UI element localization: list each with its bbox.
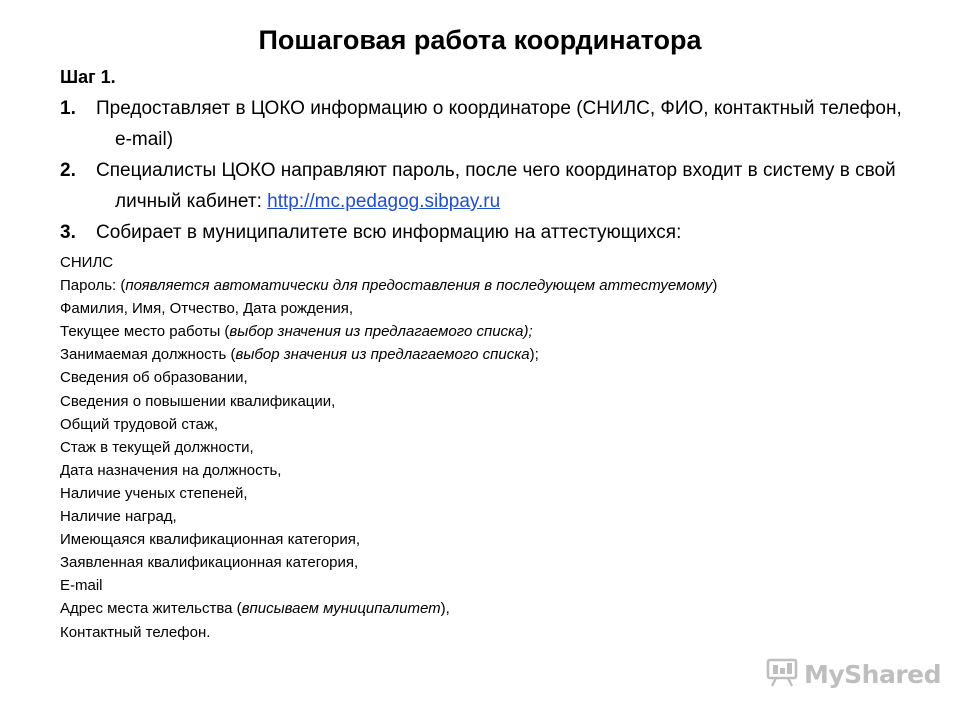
field-line xyxy=(60,390,920,413)
field-text: Адрес места жительства ( xyxy=(60,600,242,618)
field-text: СНИЛС xyxy=(60,254,114,271)
field-line xyxy=(60,366,920,389)
step-heading: Шаг 1. xyxy=(60,67,116,87)
field-text: Занимаемая должность ( xyxy=(60,346,236,364)
field-text: Сведения об образовании, xyxy=(60,369,248,387)
slide-title: Пошаговая работа координатора xyxy=(258,25,702,55)
presentation-board-icon xyxy=(766,657,798,692)
field-text: Имеющаяся квалификационная категория, xyxy=(60,531,361,549)
field-line xyxy=(60,320,920,343)
field-line xyxy=(60,274,920,297)
item-text: Предоставляет в ЦОКО информацию о координаторе (СНИЛС, ФИО, контактный телефон, e-mail) xyxy=(96,98,902,150)
field-line xyxy=(60,343,920,366)
field-note: выбор значения из предлагаемого списка); xyxy=(229,323,533,341)
field-text: Общий трудовой стаж, xyxy=(60,415,219,433)
field-text: E-mail xyxy=(60,577,103,595)
slide-content xyxy=(60,64,920,644)
field-text: Текущее место работы ( xyxy=(60,323,230,341)
field-text-after: ); xyxy=(529,346,539,364)
watermark-text: MyShared xyxy=(804,659,942,689)
field-line xyxy=(60,528,920,551)
numbered-item xyxy=(60,155,920,217)
field-line xyxy=(60,505,920,528)
field-text: Стаж в текущей должности, xyxy=(60,438,254,456)
field-note: появляется автоматически для предоставления в последующем аттестуемому xyxy=(125,277,713,295)
field-line xyxy=(60,436,920,459)
field-text: Контактный телефон. xyxy=(60,623,211,641)
field-text: Заявленная квалификационная категория, xyxy=(60,554,359,572)
field-text-after: ) xyxy=(712,277,718,295)
field-note: вписываем муниципалитет xyxy=(241,600,441,618)
item-number: 2. xyxy=(60,160,76,181)
numbered-item xyxy=(60,217,920,248)
watermark xyxy=(766,656,942,692)
item-text: Собирает в муниципалитете всю информацию на аттестующихся: xyxy=(96,222,682,243)
field-text: Пароль: ( xyxy=(60,277,126,295)
field-text: Сведения о повышении квалификации, xyxy=(60,392,336,410)
field-line xyxy=(60,574,920,597)
field-line xyxy=(60,297,920,320)
cabinet-link[interactable]: http://mc.pedagog.sibpay.ru xyxy=(267,191,501,212)
item-text-wrapper xyxy=(96,155,920,217)
item-number: 1. xyxy=(60,98,76,119)
item-text: Специалисты ЦОКО направляют пароль, после чего координатор входит в систему в свой личный кабинет: xyxy=(96,160,896,212)
item-number: 3. xyxy=(60,222,76,243)
field-text: Наличие наград, xyxy=(60,508,177,526)
field-text: Наличие ученых степеней, xyxy=(60,484,248,502)
field-note: выбор значения из предлагаемого списка xyxy=(235,346,530,364)
fields-list xyxy=(60,251,920,644)
field-line xyxy=(60,482,920,505)
field-text-after: ), xyxy=(440,600,450,618)
field-line xyxy=(60,413,920,436)
field-text: Дата назначения на должность, xyxy=(60,461,282,479)
field-line xyxy=(60,551,920,574)
numbered-item xyxy=(60,93,920,155)
field-line xyxy=(60,597,920,620)
field-line xyxy=(60,251,920,274)
field-line xyxy=(60,621,920,644)
field-line xyxy=(60,459,920,482)
field-text: Фамилия, Имя, Отчество, Дата рождения, xyxy=(60,300,354,318)
